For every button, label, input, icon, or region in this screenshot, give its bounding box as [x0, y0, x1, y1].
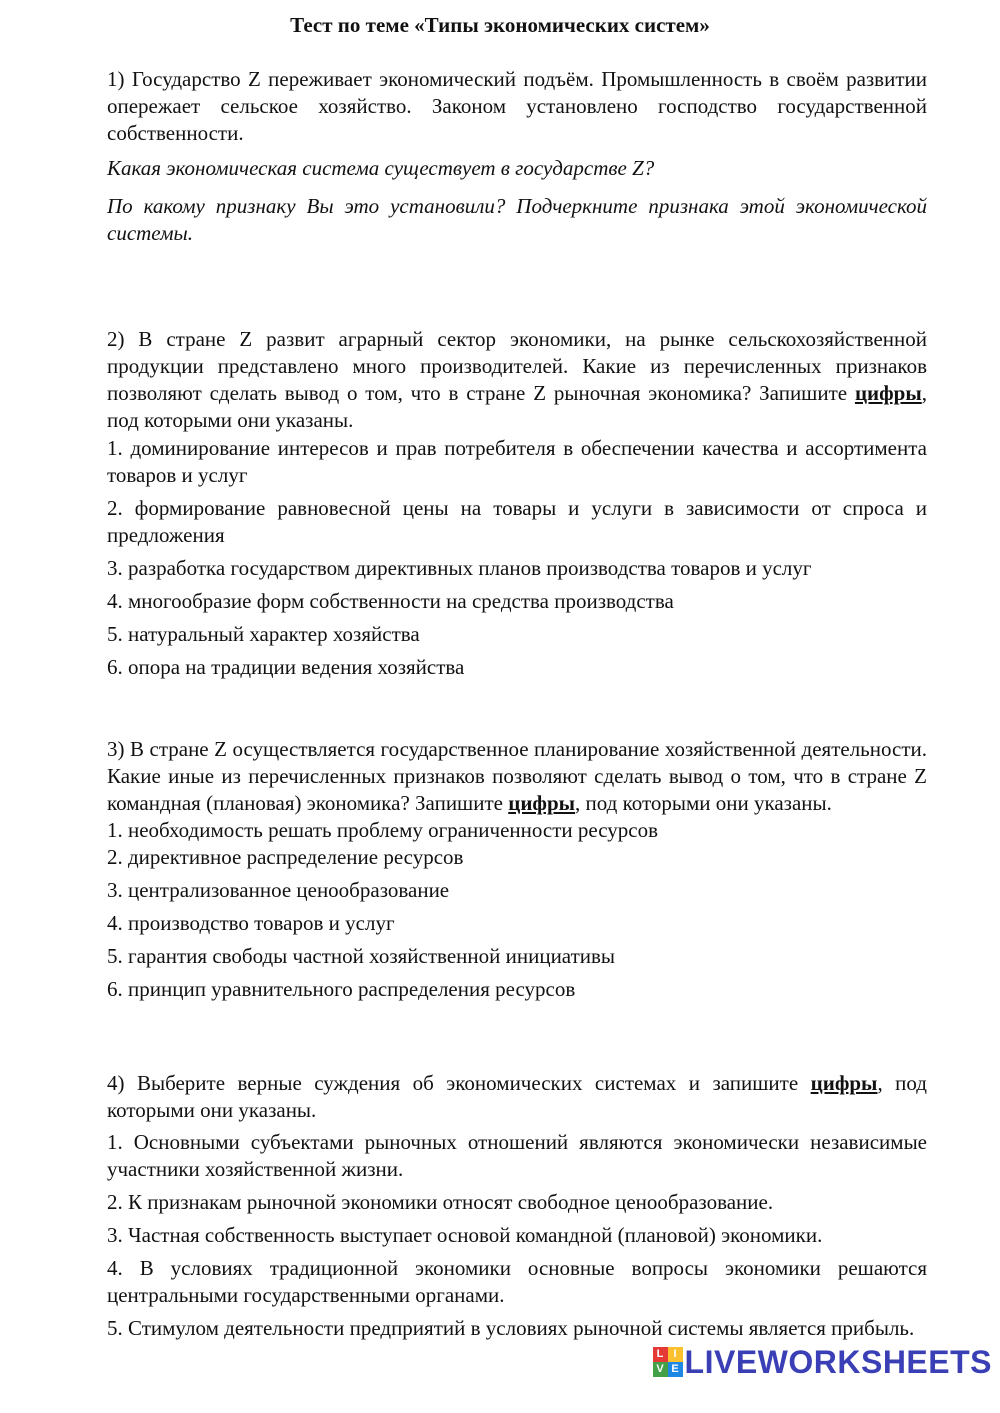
question-1: [107, 66, 927, 247]
list-item: 1. необходимость решать проблему ограниченности ресурсов: [107, 818, 659, 842]
question-3: [107, 736, 927, 1003]
logo-mark-letter: E: [668, 1362, 683, 1377]
logo-text: LIVEWORKSHEETS: [684, 1344, 992, 1380]
list-item: 1. доминирование интересов и прав потребителя в обеспечении качества и ассортимента товаров и услуг: [107, 436, 927, 487]
list-item: 4. производство товаров и услуг: [107, 911, 395, 935]
list-item: 4. многообразие форм собственности на средства производства: [107, 589, 674, 613]
logo-mark-letter: V: [653, 1362, 668, 1377]
digits-keyword: цифры: [508, 791, 576, 815]
list-item: 1. Основными субъектами рыночных отношений являются экономически независимые участники хозяйственной жизни.: [107, 1130, 927, 1181]
digits-keyword: цифры: [810, 1071, 878, 1095]
list-item: 5. натуральный характер хозяйства: [107, 622, 420, 646]
question-1-text: 1) Государство Z переживает экономический подъём. Промышленность в своём развитии опережает сельское хозяйство. Законом установлено господство государственной собственности.: [107, 67, 927, 145]
list-item: 4. В условиях традиционной экономики основные вопросы экономики решаются центральными государственными органами.: [107, 1256, 927, 1307]
digits-keyword: цифры: [854, 381, 922, 405]
logo-mark-letter: I: [668, 1347, 683, 1362]
question-1-ask-system: Какая экономическая система существует в государстве Z?: [107, 156, 655, 180]
liveworksheets-logo[interactable]: [653, 1345, 992, 1379]
question-4-intro: 4) Выберите верные суждения об экономических системах и запишите цифры, под которыми они указаны.: [107, 1071, 927, 1122]
logo-mark-icon: [653, 1347, 683, 1377]
list-item: 3. разработка государством директивных планов производства товаров и услуг: [107, 556, 812, 580]
list-item: 3. централизованное ценообразование: [107, 878, 450, 902]
list-item: 6. опора на традиции ведения хозяйства: [107, 655, 465, 679]
logo-mark-letter: L: [653, 1347, 668, 1362]
page-title: Тест по теме «Типы экономических систем»: [290, 13, 710, 37]
question-3-intro: 3) В стране Z осуществляется государственное планирование хозяйственной деятельности. Какие иные из перечисленных признаков позволяют сделать вывод о том, что в стране Z командная (плановая) экономика? Запишите цифры, под которыми они указаны.: [107, 737, 927, 815]
list-item: 3. Частная собственность выступает основой командной (плановой) экономики.: [107, 1223, 823, 1247]
question-2: [107, 326, 927, 681]
question-1-ask-feature: По какому признаку Вы это установили? Подчеркните признака этой экономической системы.: [107, 194, 927, 245]
list-item: 5. Стимулом деятельности предприятий в условиях рыночной системы является прибыль.: [107, 1316, 915, 1340]
list-item: 5. гарантия свободы частной хозяйственной инициативы: [107, 944, 616, 968]
question-4: [107, 1070, 927, 1342]
list-item: 2. формирование равновесной цены на товары и услуги в зависимости от спроса и предложения: [107, 496, 927, 547]
question-2-intro: 2) В стране Z развит аграрный сектор экономики, на рынке сельскохозяйственной продукции представлено много производителей. Какие из перечисленных признаков позволяют сделать вывод о том, что в стране Z рыночная экономика? Запишите цифры, под которыми они указаны.: [107, 327, 927, 432]
list-item: 2. директивное распределение ресурсов: [107, 845, 464, 869]
list-item: 6. принцип уравнительного распределения ресурсов: [107, 977, 576, 1001]
list-item: 2. К признакам рыночной экономики относят свободное ценообразование.: [107, 1190, 774, 1214]
